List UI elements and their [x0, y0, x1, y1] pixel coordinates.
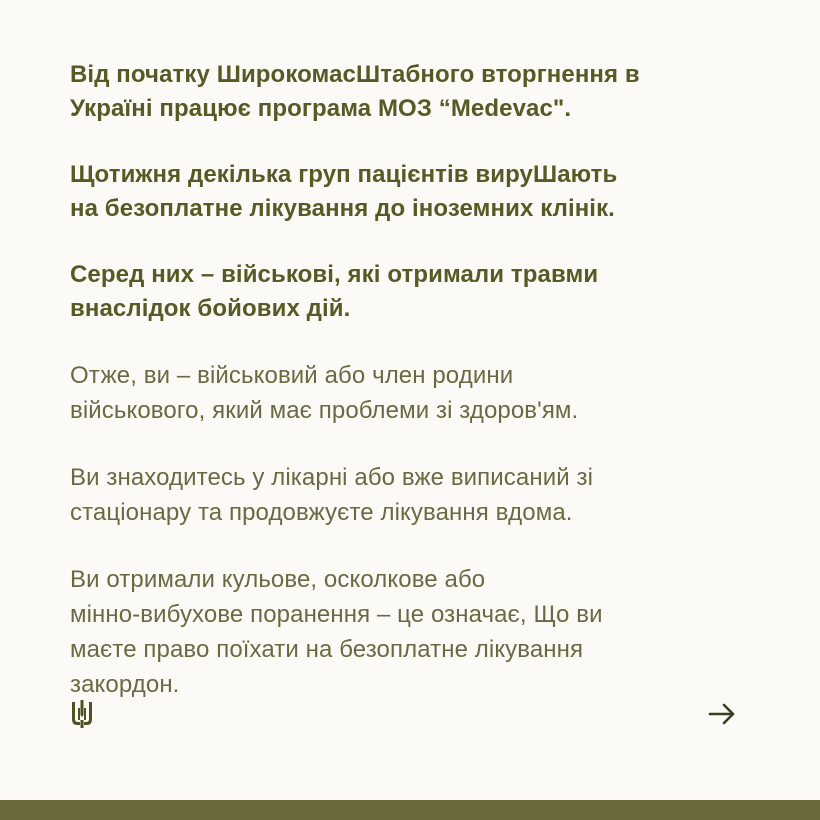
hospital-paragraph: Ви знаходитесь у лікарні або вже виписаний зі стаціонару та продовжуєте лікування вдома. [70, 464, 594, 526]
injury-paragraph: Ви отримали кульове, осколкове або мінно-вибухове поранення – це означає, Що ви маєте право поїхати на безоплатне лікування закордон. [70, 566, 603, 698]
intro-paragraph: Від початку ШирокомасШтабного вторгнення в Україні працює програма МОЗ “Medevac". [70, 61, 640, 122]
weekly-groups-paragraph: Щотижня декілька груп пацієнтів вируШають на безоплатне лікування до іноземних клінік. [70, 161, 618, 222]
bottom-accent-bar [0, 800, 820, 820]
trident-icon [70, 700, 94, 728]
post-text-block [70, 58, 760, 734]
eligibility-paragraph: Отже, ви – військовий або член родини військового, який має проблеми зі здоров'ям. [70, 362, 579, 424]
arrow-right-icon[interactable] [706, 700, 738, 728]
military-paragraph: Серед них – військові, які отримали травми внаслідок бойових дій. [70, 261, 599, 322]
